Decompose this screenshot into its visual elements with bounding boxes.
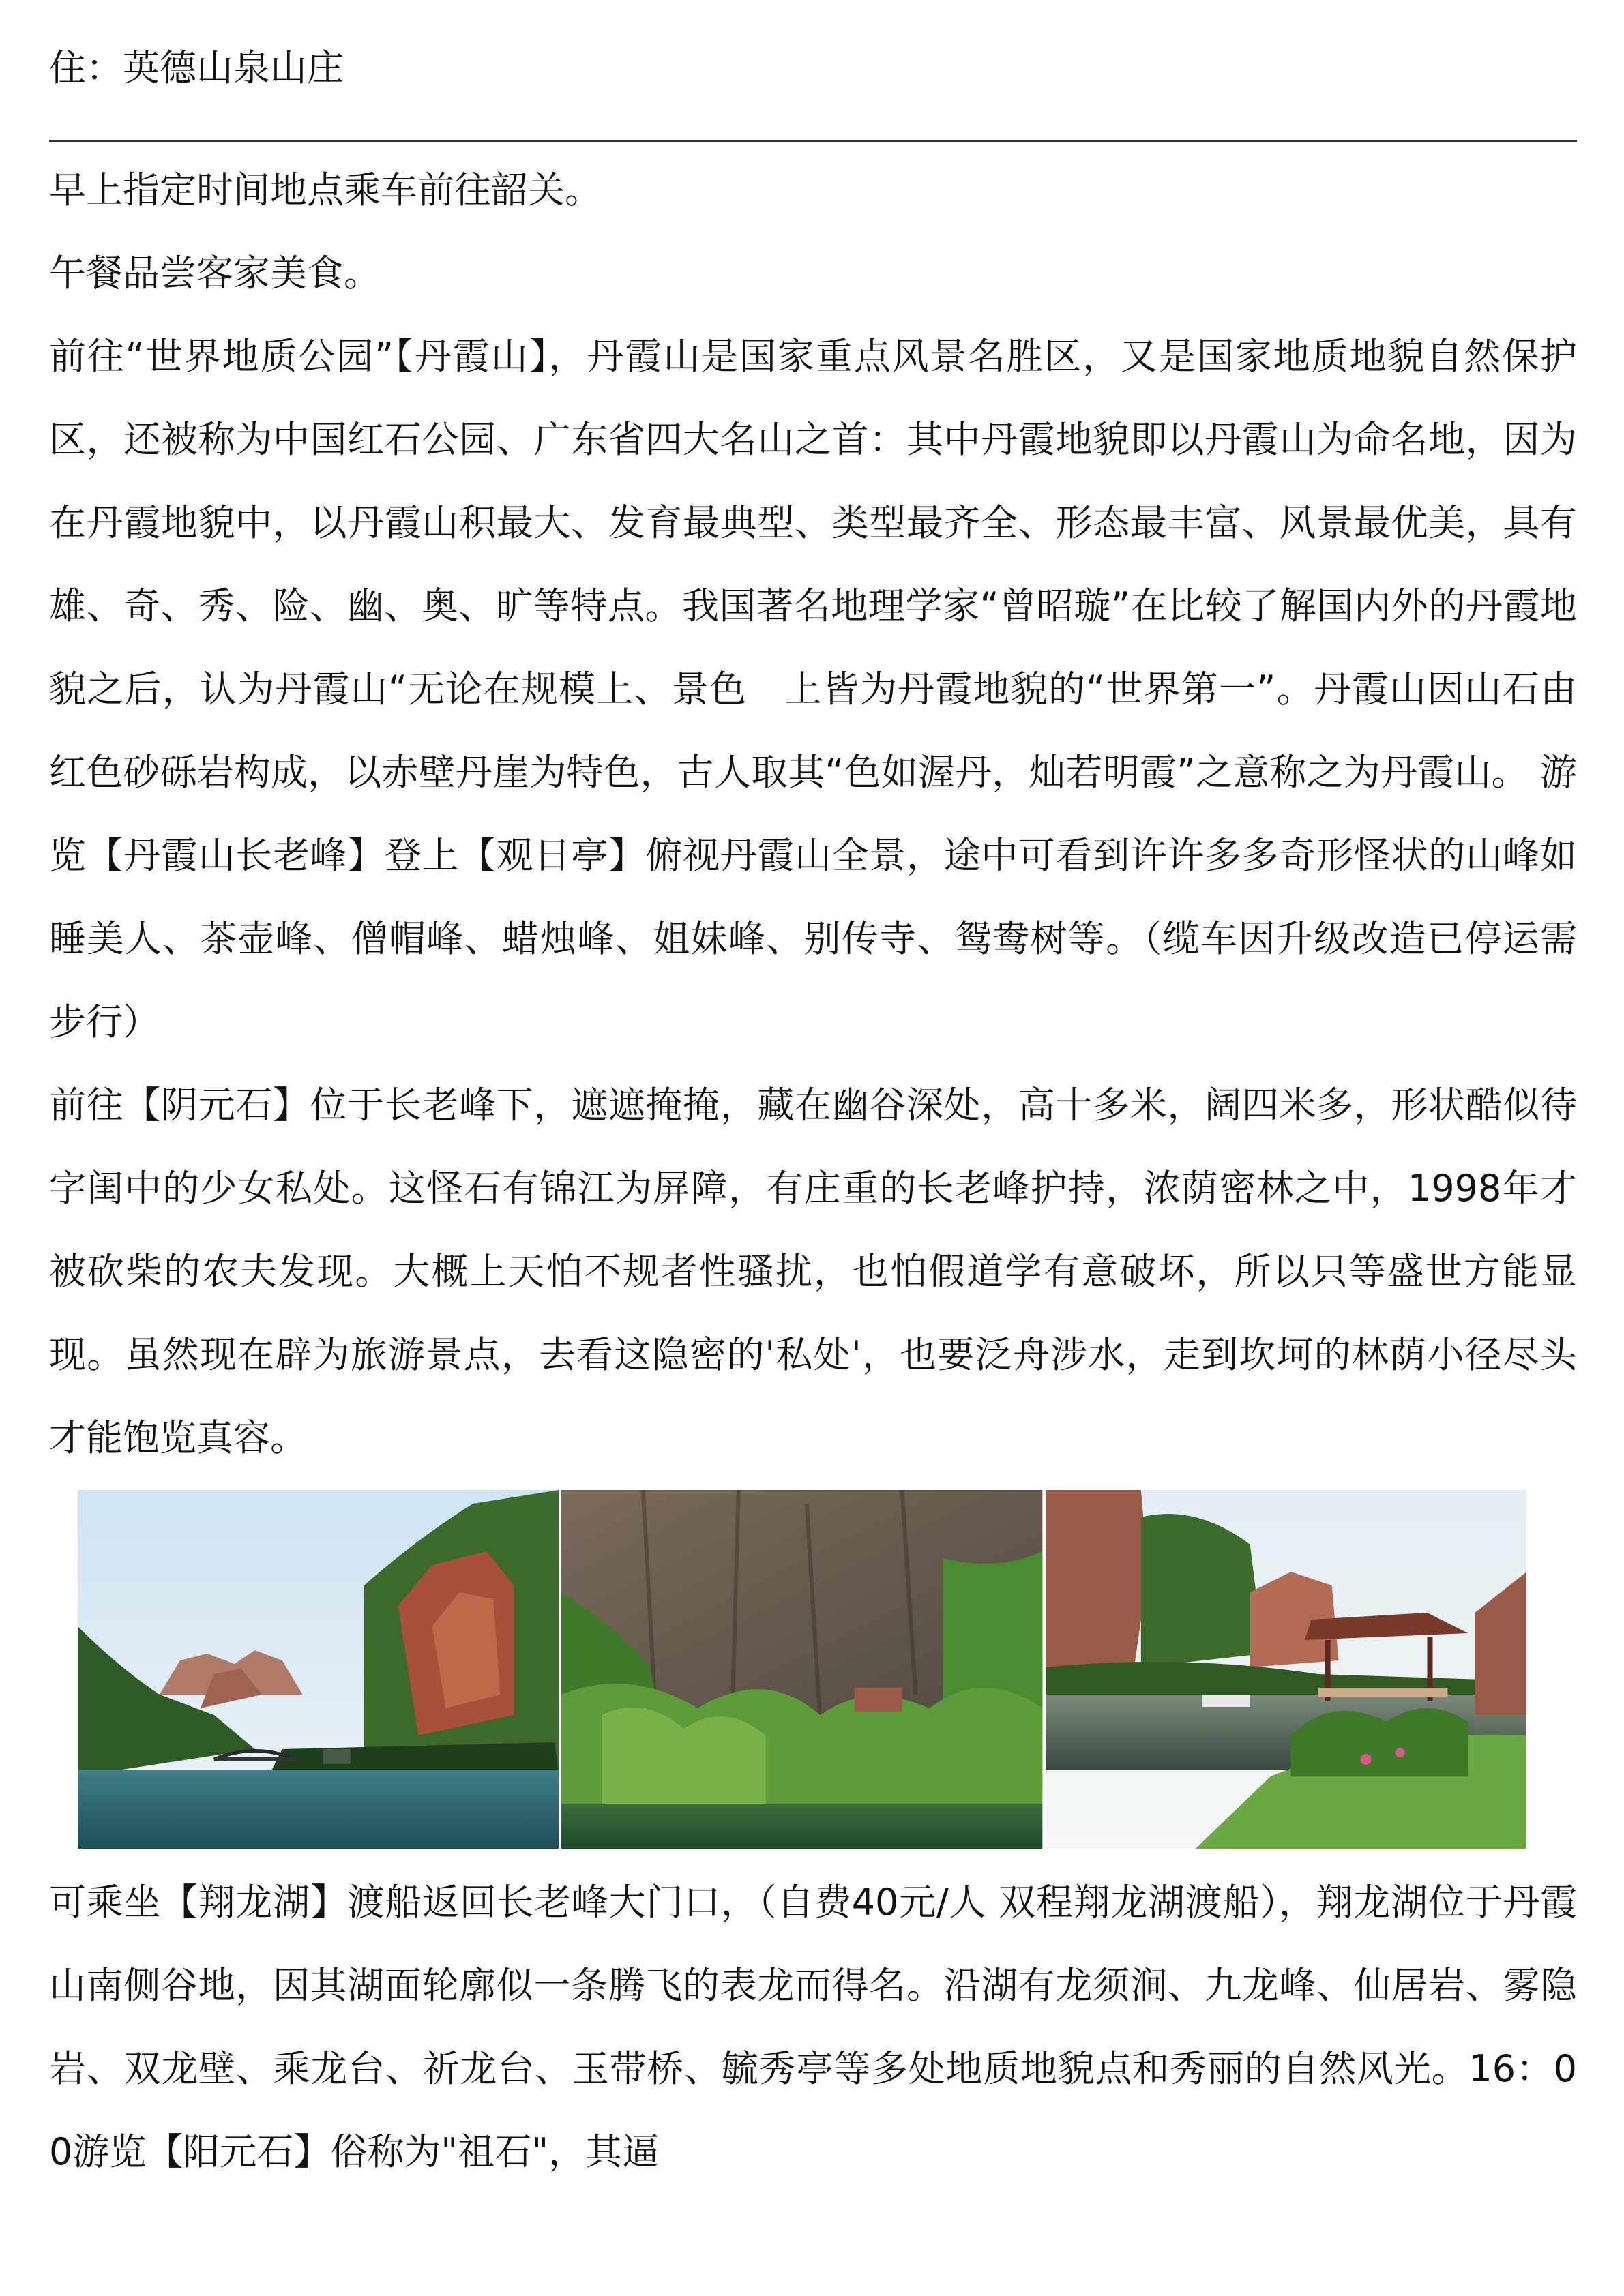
accommodation-line: 住：英德山泉山庄	[49, 46, 344, 89]
paragraph-departure: 早上指定时间地点乘车前往韶关。	[49, 168, 602, 211]
danxia-pavilion-boat-photo	[1046, 1490, 1526, 1849]
itinerary-page	[49, 27, 1577, 2194]
photo-strip	[78, 1490, 1526, 1849]
paragraph-xianglong-lake: 可乘坐【翔龙湖】渡船返回长老峰大门口，（自费40元/人 双程翔龙湖渡船），翔龙湖位于丹霞山南侧谷地，因其湖面轮廓似一条腾飞的表龙而得名。沿湖有龙须涧、九龙峰、仙居岩、雾隐岩、双龙壁、乘龙台、祈龙台、玉带桥、毓秀亭等多处地质地貌点和秀丽的自然风光。16：00游览【阳元石】俗称为"祖石"，其逼	[49, 1881, 1577, 2173]
paragraph-lunch: 午餐品尝客家美食。	[49, 252, 381, 295]
paragraph-danxia-mountain: 前往“世界地质公园”【丹霞山】，丹霞山是国家重点风景名胜区，又是国家地质地貌自然保护区，还被称为中国红石公园、广东省四大名山之首：其中丹霞地貌即以丹霞山为命名地，因为在丹霞地貌中，以丹霞山积最大、发育最典型、类型最齐全、形态最丰富、风景最优美，具有雄、奇、秀、险、幽、奥、旷等特点。我国著名地理学家“曾昭璇”在比较了解国内外的丹霞地貌之后，认为丹霞山“无论在规模上、景色 上皆为丹霞地貌的“世界第一”。丹霞山因山石由红色砂砾岩构成，以赤壁丹崖为特色，古人取其“色如渥丹，灿若明霞”之意称之为丹霞山。 游览【丹霞山长老峰】登上【观日亭】俯视丹霞山全景，途中可看到许许多多奇形怪状的山峰如睡美人、茶壶峰、僧帽峰、蜡烛峰、姐妹峰、别传寺、鸳鸯树等。（缆车因升级改造已停运需步行）	[49, 335, 1577, 1043]
section-divider	[49, 140, 1577, 142]
paragraph-yinyuan-stone: 前往【阴元石】位于长老峰下，遮遮掩掩，藏在幽谷深处，高十多米，阔四米多，形状酷似待字闺中的少女私处。这怪石有锦江为屏障，有庄重的长老峰护持，浓荫密林之中，1998年才被砍柴的农夫发现。大概上天怕不规者性骚扰，也怕假道学有意破坏，所以只等盛世方能显现。虽然现在辟为旅游景点，去看这隐密的'私处'，也要泛舟涉水，走到坎坷的林荫小径尽头才能饱览真容。	[49, 1084, 1577, 1459]
danxia-lake-bridge-photo	[78, 1490, 559, 1849]
danxia-cliff-forest-photo	[561, 1490, 1042, 1849]
